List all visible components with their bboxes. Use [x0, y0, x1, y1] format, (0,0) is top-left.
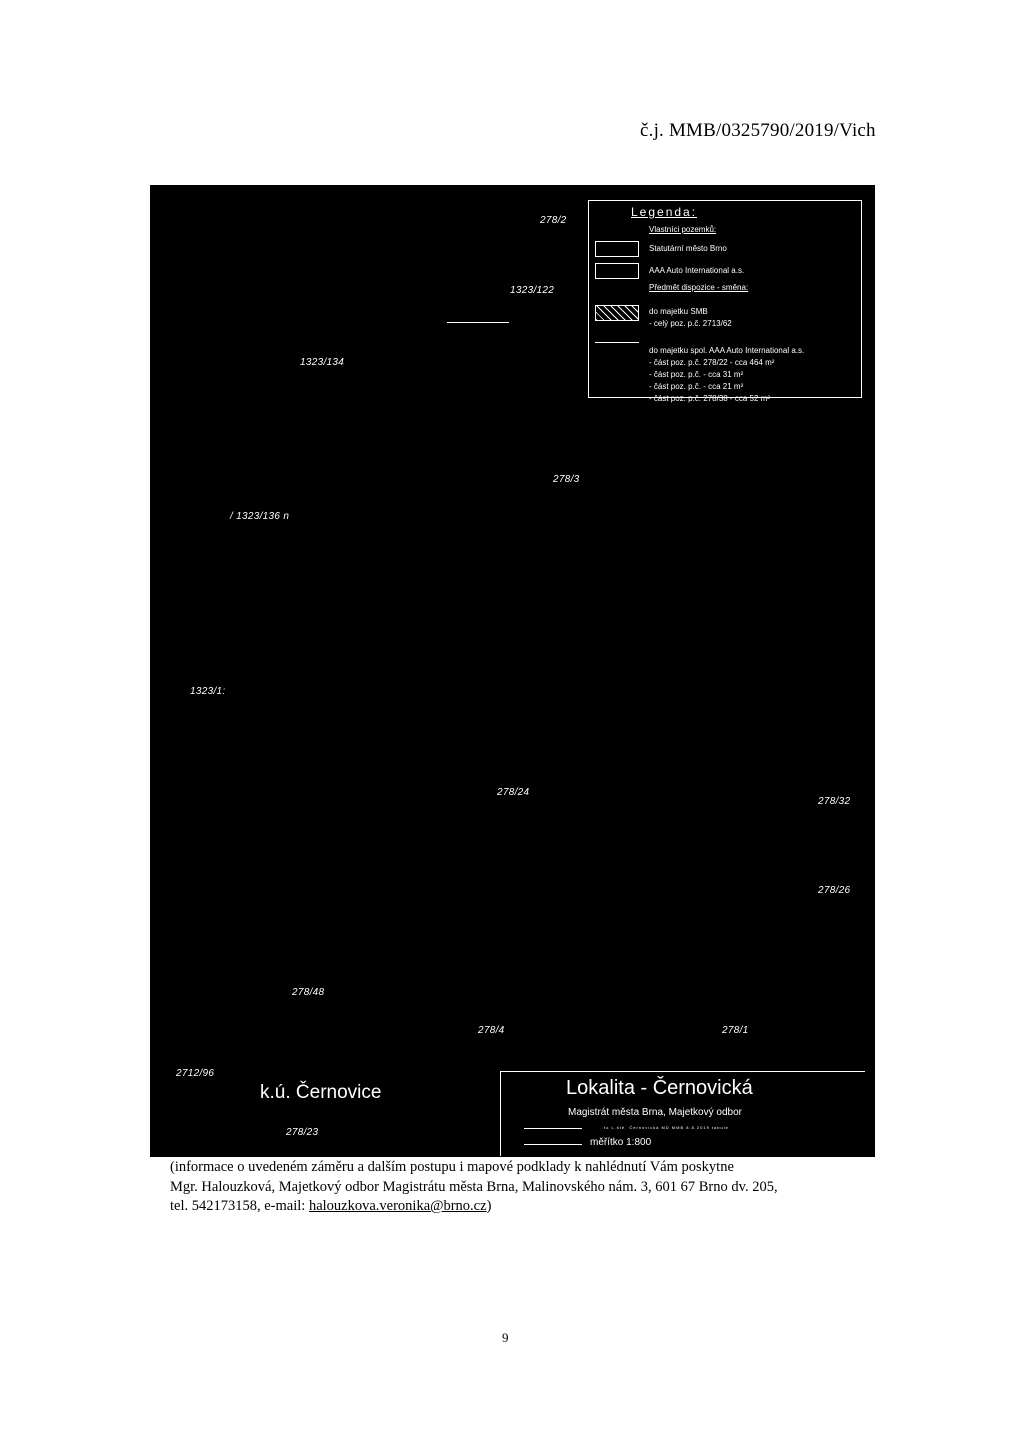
parcel-label: 278/24: [497, 787, 530, 798]
legend-to-smb: do majetku SMB: [649, 307, 708, 316]
legend-owner: Statutární město Brno: [649, 244, 727, 253]
legend-subject-heading: Předmět dispozice - směna:: [649, 283, 749, 292]
legend-part-item: - část poz. p.č. 278/22 - cca 464 m²: [649, 358, 775, 367]
legend-title: Legenda:: [631, 205, 698, 219]
info-paragraph: [170, 1158, 877, 1217]
parcel-label: 1323/134: [300, 357, 345, 368]
email-link[interactable]: halouzkova.veronika@brno.cz: [308, 1198, 487, 1214]
document-reference-number: č.j. MMB/0325790/2019/Vich: [640, 120, 876, 141]
owner-swatch-city: [595, 241, 639, 257]
title-block-rule: [524, 1128, 582, 1129]
info-line-prefix: tel. 542173158, e-mail:: [170, 1198, 309, 1214]
office-name: Magistrát města Brna, Majetkový odbor: [568, 1107, 742, 1118]
cadastral-map: [150, 185, 875, 1157]
map-scale: měřítko 1:800: [590, 1137, 652, 1148]
locality-title: Lokalita - Černovická: [566, 1077, 753, 1099]
parcel-label: 278/23: [286, 1127, 319, 1138]
fineprint: to L.ště. Černovická MD MMB 8.8.2019 tabule: [604, 1125, 729, 1130]
map-title-block: [500, 1071, 865, 1156]
cadastral-area-name: k.ú. Černovice: [260, 1082, 382, 1103]
parcel-label: 278/48: [292, 987, 325, 998]
title-block-left-line: [500, 1071, 501, 1156]
info-line-suffix: ): [486, 1198, 492, 1214]
parcel-label: 278/32: [818, 796, 851, 807]
scale-line: [524, 1144, 582, 1145]
parcel-label: 278/4: [478, 1025, 505, 1036]
parcel-label: 1323/122: [510, 285, 555, 296]
legend-owners-heading: Vlastníci pozemků:: [649, 225, 717, 234]
parcel-label: / 1323/136 n: [230, 511, 290, 522]
parcel-label: 2712/96: [176, 1068, 215, 1079]
parcel-label: 278/2: [540, 215, 567, 226]
owner-swatch-aaa: [595, 263, 639, 279]
info-line: (informace o uvedeném záměru a dalším postupu i mapové podklady k nahlédnutí Vám poskytne: [170, 1159, 734, 1175]
page-number: 9: [502, 1330, 509, 1345]
parcel-label: 278/3: [553, 474, 580, 485]
info-line: Mgr. Halouzková, Majetkový odbor Magistrátu města Brna, Malinovského nám. 3, 601 67 Brno dv. 205,: [170, 1178, 778, 1195]
legend-part-item: - část poz. p.č. - cca 31 m²: [649, 370, 744, 379]
legend-part-item: - část poz. p.č. 278/38 - cca 52 m²: [649, 394, 770, 403]
title-block-top-line: [500, 1071, 865, 1072]
legend-to-smb-detail: - celý poz. p.č. 2713/62: [649, 319, 732, 328]
parcel-label: 278/1: [722, 1025, 749, 1036]
parcel-label: 1323/1:: [190, 686, 226, 697]
map-line: [447, 322, 509, 323]
info-line: [170, 1197, 877, 1217]
legend-line-symbol: [595, 342, 639, 343]
legend-owner: AAA Auto International a.s.: [649, 266, 745, 275]
hatch-swatch: [595, 305, 639, 321]
legend-part-item: - část poz. p.č. - cca 21 m²: [649, 382, 744, 391]
legend-to-aaa: do majetku spol. AAA Auto International a.s.: [649, 346, 805, 355]
map-legend: [588, 200, 862, 403]
parcel-label: 278/26: [818, 885, 851, 896]
